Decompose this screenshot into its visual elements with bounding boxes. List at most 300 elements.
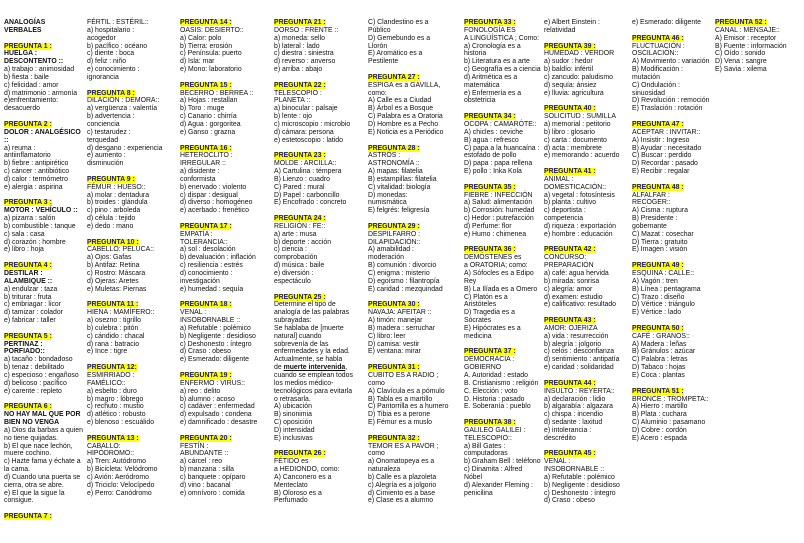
question-pregunta-21 [274,19,366,74]
question-pregunta-52 [715,19,804,74]
question-line: e) lluvia: agricultura [544,89,604,97]
question-pregunta-32 [368,435,462,506]
question-line: la cama. [4,466,31,474]
question-line: ENFERMO : VIRUS:: [180,379,246,387]
question-pregunta-1 [4,43,85,114]
question-line: c) Canario : chirría [180,113,237,121]
question-line: c) Hazte fama y échate a [4,458,81,466]
question-line: FIEBRE : INFECCIÓN [464,191,533,199]
question-line: D) Recordar : pasado [632,160,698,168]
question-heading: PREGUNTA 47 : [632,120,684,128]
question-line: a) tacaño : bondadoso [4,356,73,364]
question-line: e) Mono: laboratorio [180,66,242,74]
question-line: d) Agua : gorgoritea [180,120,241,128]
question-line: C) Oído : sonido [715,50,766,58]
question-line: a) Hojas : restallan [180,97,238,105]
question-line: b) deporte : acción [274,238,332,246]
question-line: e) Ince : tigre [87,348,128,356]
question-line: comprobación [274,254,318,262]
question-heading: PREGUNTA 44 : [544,379,596,387]
question-line: C) libro: leer [368,332,406,340]
question-line: d) música : baile [274,262,325,270]
question-line: E) ventana: mirar [368,348,421,356]
question-line: a) arte : musa [274,230,317,238]
question-line: b) devaluación : inflación [180,254,256,262]
question-pregunta-51 [632,388,713,443]
question-line: A) Madera : leñas [632,340,687,348]
question-line: B. Cristianismo : religión [464,379,539,387]
question-line: FÉRTIL : ESTÉRIL:: [87,19,149,26]
question-line: TELESCOPIO:: [464,434,512,442]
question-line: a) binocular : palsaje [274,105,338,113]
question-line: d) cámara: persona [274,128,334,136]
question-line: a) vegetal : fotosíntesis [544,191,615,199]
question-line: e) memorando : acuerdo [544,152,620,160]
question-line: SOLICITUD : SUMILLA [544,113,616,121]
question-line: e) libro : hoja [4,246,44,254]
question-line: ESMIRRIADO : [87,371,135,379]
question-line: c) rechuto : mustio [87,403,144,411]
question-line: D) camisa: vestir [368,340,420,348]
question-line: a) pizarra : salón [4,215,56,223]
question-line: E) Noticia es a Periódico [368,128,444,136]
question-line: b) alumno : acoso [180,395,235,403]
question-pregunta-17 [180,223,272,294]
question-line: FONOLOGÍA ES [464,26,516,34]
question-line: c) resiliencia : estrés [180,262,243,270]
question-pregunta-9 [87,176,178,231]
question-line: B) comunión : divorcio [368,262,437,270]
question-line: Público [368,26,391,34]
question-line: BRONCE : TROMPETA:: [632,395,709,403]
question-line: c) chispa : incendio [544,411,603,419]
question-line: d) examen: estudio [544,293,603,301]
question-line: e) calificativo: resultado [544,301,617,309]
column-3 [180,19,272,543]
question-line: a) Refutable : polémico [180,324,251,332]
question-line: A) timón: manejar [368,317,423,325]
question-heading: PREGUNTA 2 : [4,120,52,128]
question-line: muere cochino. [4,450,52,458]
question-line: D) Hombre es a Pecho [368,120,439,128]
question-line: B) La Ilíada es a Omero [464,285,538,293]
question-line: FÉTIDO es [274,458,309,466]
question-line: e) Clase es a alumno [368,497,434,505]
question-line: b) advertencia : [87,113,135,121]
question-line: b) lente : ojo [274,113,312,121]
question-line: naturaleza [368,466,401,474]
question-line: e) fabricar : taller [4,317,56,325]
question-heading: PREGUNTA 32 : [368,434,420,442]
question-line: c) especioso : engañoso [4,371,79,379]
question-line: B) Presidente : [632,215,678,223]
question-line: D) Revolución : remoción [632,97,710,105]
question-line: E. Soberanía : pueblo [464,403,531,411]
question-line: a) declaración : lidio [544,395,606,403]
question-heading: PREGUNTA 11 : [87,301,139,309]
question-heading: PREGUNTA 42 : [544,246,596,254]
question-line: relatividad [544,26,576,34]
question-heading: PREGUNTA 21 : [274,19,326,26]
question-heading: PREGUNTA 1 : [4,42,52,50]
question-heading: PREGUNTA 24 : [274,215,326,223]
question-line: FLUCTUACIÓN : [632,42,685,50]
question-line: ABUNDANTE :: [180,450,229,458]
question-heading: PREGUNTA 50 : [632,324,684,332]
question-line: e) caridad : solidaridad [544,364,614,372]
question-pregunta-23 [274,152,366,207]
question-line: estofado de pollo [464,152,517,160]
question-pregunta-33 [464,19,542,105]
question-line: A) ubicación [274,403,312,411]
question-line: D) Vena : sangre [715,58,767,66]
question-heading: PREGUNTA 40 : [544,105,596,113]
text-block [544,19,630,35]
column-8 [632,19,713,543]
question-line: BECERRO : BERREA :: [180,89,254,97]
question-line: b) triturar : fruta [4,293,52,301]
column-1 [4,19,85,543]
question-line: ACEPTAR : INVITAR:: [632,128,701,136]
question-line: B) Línea : pentagrama [632,285,701,293]
question-pregunta-49 [632,262,713,317]
question-line: E) Savia : xilema [715,66,767,74]
question-line: E) caridad : mezquindad [368,285,443,293]
question-line: a) Dios da barbas a quien [4,426,83,434]
question-line: b) pacífico : océano [87,42,148,50]
question-line: b) Toro : muge [180,105,225,113]
question-line: mutación [632,73,660,81]
question-pregunta-46 [632,35,713,113]
question-line: c) carta : documento [544,136,607,144]
question-heading: PREGUNTA 17 : [180,222,232,230]
question-heading: PREGUNTA 46 : [632,34,684,42]
question-line: E) Traslación : rotación [632,105,703,113]
question-line: B) Plata : cuchara [632,411,687,419]
question-heading: PREGUNTA 7 : [4,513,52,521]
question-heading: PREGUNTA 6 : [4,403,52,411]
question-line: historia [464,50,487,58]
underlined-term: muerte intervenida [283,364,346,372]
question-line: d) Triciclo: Velocípedo [87,481,155,489]
question-heading: PREGUNTA 39 : [544,42,596,50]
question-line: E) Acero : espada [632,434,687,442]
question-line: c) zancudo: paludismo [544,73,613,81]
question-heading: PREGUNTA 36 : [464,246,516,254]
question-line: b) Corrosión: humedad [464,207,535,215]
question-line: RELIGIÓN : FE:: [274,222,326,230]
question-pregunta-10 [87,239,178,294]
question-line: e) alergia : aspirina [4,183,63,191]
question-line: natural] cuando [274,332,322,340]
question-line: e) omnívoro : comida [180,489,245,497]
question-line: ignorancia [87,73,119,81]
question-line: c) testarudez : [87,128,131,136]
question-line: d) Cimiento es a base [368,489,436,497]
question-line: C) oposición [274,419,313,427]
question-line: e) Ganso : grazna [180,128,236,136]
question-line: b) Antifaz: Retina [87,262,140,270]
question-line: A. Autoridad : estado [464,371,528,379]
question-line: b) Negligente : desidioso [544,481,620,489]
question-line: A) mapas: filatelia [368,168,423,176]
question-line: E) Coca : plantas [632,371,685,379]
question-heading: PREGUNTA 31 : [368,364,420,372]
question-heading: PREGUNTA 18 : [180,301,232,309]
question-line: B) sinonimia [274,411,312,419]
question-line: c) deportista : [544,207,586,215]
question-line: d) vino : bacanal [180,481,231,489]
question-line: CABALLO: [87,442,121,450]
question-line: A) Calle es a Ciudad [368,97,432,105]
question-line: B) Lienzo : cuadro [274,175,330,183]
question-line: IRREGULAR :: [180,160,226,168]
question-line: consigue. [4,497,34,505]
question-line: c) cadáver : enfermedad [180,403,255,411]
question-line: obstetricia [464,97,496,105]
question-line: a) moneda: sello [274,34,325,42]
question-line: c) Dinamita : Alfred [464,466,523,474]
question-title: BIEN NO VENGA [4,419,60,427]
question-line: e) Humo : chimenea [464,230,527,238]
question-line: OSCILACIÓN:: [632,50,679,58]
question-line: b) mirada: sonrisa [544,277,600,285]
question-line: e) Esmerado: diligente [632,19,701,26]
question-line: D) egoísmo : filantropía [368,277,440,285]
question-line: A) Emisor : receptor [715,34,777,42]
question-line: b) baldío: infértil [544,66,594,74]
question-line: PREPARACIÓN [544,262,594,270]
text-block [632,19,713,27]
question-line: E) Imagen : visión [632,246,688,254]
column-2 [87,19,178,543]
question-line: ASTRÓS : [368,152,401,160]
question-pregunta-13 [87,435,178,498]
question-heading: PREGUNTA 3 : [4,199,52,207]
question-line: a) hospitalario : [87,26,135,34]
question-line: HUMEDAD : VERDOR [544,50,615,58]
question-line: E) inclusivas [274,434,313,442]
question-line: c) Deshonesto : íntegro [544,489,616,497]
question-line: d) belicoso : pacífico [4,379,67,387]
question-heading: PREGUNTA 14 : [180,19,232,26]
question-line: DILACIÓN : DEMORA:: [87,97,160,105]
question-line: DESPILFARRO : [368,230,421,238]
question-heading: PREGUNTA 34 : [464,113,516,121]
question-pregunta-38 [464,419,542,497]
question-line: e) aumento : [87,152,126,160]
question-line: d) calor : termómetro [4,175,68,183]
question-line: d) conocimiento : [180,270,233,277]
question-pregunta-27 [368,74,462,137]
question-line: competencia [544,215,584,223]
question-line: conformista [180,175,216,183]
question-line: c) diente : boca [87,50,135,58]
question-line: B) agua : refresco [464,136,519,144]
question-line: HIENA : MAMÍFERO:: [87,309,155,317]
question-heading: PREGUNTA 48 : [632,183,684,191]
question-line: b) fiebre : antipirético [4,160,69,168]
question-line: los medios médico- [274,379,334,387]
question-line: TEMOR ES A PAVOR ; [368,442,439,450]
question-line: DORSO : FRENTE :: [274,26,339,34]
question-line: ANIMAL : [544,175,574,183]
question-line: a) vida : resurrección [544,332,609,340]
question-line: b) lateral : lado [274,42,320,50]
question-title: MOTOR : VEHÍCULO :: [4,207,78,215]
question-line: b) magro : lóbrego [87,395,144,403]
question-line: subrayadas: [274,317,312,325]
question-title: DOLOR : ANALGÉSICO :: [4,128,81,144]
question-line: c) cándido : chacal [87,332,145,340]
question-line: D) Tabaco : hojas [632,364,686,372]
question-pregunta-15 [180,82,272,137]
question-pregunta-30 [368,301,462,356]
question-line: C) Aluminio : pasamano [632,419,706,427]
question-line: matemática [464,81,500,89]
question-line: ESPIGA es a GAVILLA, [368,81,441,89]
question-line: b) troides : glándula [87,199,148,207]
question-line: DOMESTICACIÓN:: [544,183,607,191]
question-line: D. Historia : pasado [464,395,525,403]
question-line: espectáculo [274,277,311,285]
question-line: TELESCOPIO : [274,89,322,97]
question-title: HUELGA : [4,50,38,58]
question-pregunta-41 [544,168,630,239]
question-line: a) reuma : [4,144,36,152]
question-line: a) osezno : tigrillo [87,317,142,325]
question-line: b) Tierra: erosión [180,42,233,50]
question-line: VENAL : [180,309,207,317]
question-line: a) Ojos: Gafas [87,254,132,262]
question-line: d) corazón : hombre [4,238,66,246]
question-line: e) damnificado : desastre [180,419,258,427]
question-line: e) El que la sigue la [4,489,65,497]
question-line: a) café: agua hervida [544,270,609,277]
question-line: D) monedas: [368,191,408,199]
question-heading: PREGUNTA 10 : [87,238,139,246]
question-line: A) Movimiento : variación [632,58,710,66]
question-line: C) enigma : misterio [368,270,430,277]
question-line: Actualmente, se habla [274,356,343,364]
question-line: OCOPA : CAMARÓTE:: [464,120,537,128]
question-line: E) Vértice : lado [632,309,682,317]
question-line: a) Tren: Autódromo [87,458,146,466]
text-block [87,19,178,82]
question-line: B) Árbol es a Bosque [368,105,434,113]
question-line: CONCURSO: [544,254,587,262]
question-heading: PREGUNTA 8 : [87,89,135,97]
question-line: d) Cuando una puerta se [4,473,81,481]
question-line: C) Palabra es a Oratoria [368,113,443,121]
question-line: B) madera : serruchar [368,324,436,332]
question-line: b) algarabía : algazara [544,403,613,411]
question-line: c) cáncer : antibiótico [4,168,70,176]
question-line: c) sala : casa [4,230,45,238]
question-line: d) acta : membrete [544,144,602,152]
question-heading: PREGUNTA 19 : [180,371,232,379]
question-line: b) Graham Bell : teléfono [464,458,541,466]
question-line: e) acerbado : frenético [180,207,249,215]
question-line: Perfumado [274,497,308,505]
question-line: como [368,450,385,458]
question-pregunta-26 [274,450,366,505]
question-line: E) felgrés: feligresía [368,207,430,215]
question-pregunta-25 [274,294,366,443]
question-line: conciencia [87,120,120,128]
question-pregunta-6 [4,403,85,505]
question-line: CAFÉ : GRANOS:: [632,332,690,340]
question-pregunta-11 [87,301,178,356]
question-line: C) Trazo : diseño [632,293,685,301]
question-line: ASTRONOMÍA :: [368,160,420,168]
question-line: c) Geografía es a ciencia [464,66,541,74]
question-line: CANAL : MENSAJE:: [715,26,780,34]
question-line: a) Refutable : polémico [544,473,615,481]
question-line: D) Gemebundo es a [368,34,431,42]
question-line: e)enfrentamiento: [4,97,59,105]
question-line: d) Isla: mar [180,58,215,66]
question-line: D) Tibia es a perone [368,411,431,419]
question-line: TOLERANCIA:: [180,238,228,246]
question-line: C) papa a la huancaína : [464,144,540,152]
question-line: B) Gránulos : azúcar [632,348,696,356]
question-line: terquedad [87,136,119,144]
question-line: medicina [464,332,492,340]
question-heading: PREGUNTA 38 : [464,419,516,427]
question-line: PLANETA :: [274,97,311,105]
question-line: NAVAJA: AFEITAR :: [368,309,432,317]
question-line: d) Alexander Fleming : [464,481,533,489]
question-line: B) Modificación : [632,66,683,74]
question-pregunta-36 [464,246,542,340]
question-line: a) Bill Gates : [464,442,506,450]
question-pregunta-14 [180,19,272,74]
question-line: AMOR: OJERIZA [544,324,598,332]
question-line: como [368,379,385,387]
question-heading: PREGUNTA 5 : [4,332,52,340]
question-line: e) Enfermería es a [464,89,522,97]
question-line: d) reverso : anverso [274,58,336,66]
question-line: e) carente : repleto [4,387,62,395]
question-heading: PREGUNTA 25 : [274,293,326,301]
question-line: c) Península: puerto [180,50,242,58]
question-line: b) planta : cultivo [544,199,597,207]
question-line: desacuerdo [4,105,41,113]
question-line: numismática [368,199,407,207]
question-line: a) endulzar : taza [4,285,58,293]
question-line: B) Ayudar : necesitado [632,144,702,152]
question-line: d) sedante : laxitud [544,419,603,427]
question-line: no tiene quijadas. [4,434,59,442]
question-line: Menteclato [274,481,308,489]
question-line: sinuosidad [632,89,665,97]
text-block [368,19,462,66]
question-heading: PREGUNTA 45 : [544,450,596,458]
question-pregunta-12 [87,364,178,427]
question-line: e) Esmerado: diligente [180,356,249,364]
question-line: a) cárcel : reo [180,458,223,466]
question-line: d) diverso : homogéneo [180,199,253,207]
question-line: B) estampillas: filatelia [368,175,437,183]
question-pregunta-39 [544,43,630,98]
question-line: C) Ondulación : [632,81,680,89]
question-title: VERBALES [4,26,42,34]
question-line: OASIS: DESIERTO:: [180,26,244,34]
question-line: c) banquete : opíparo [180,473,246,481]
question-line: d) Craso : obeso [544,497,595,505]
question-line: D) Papel : carboncillo [274,191,340,199]
